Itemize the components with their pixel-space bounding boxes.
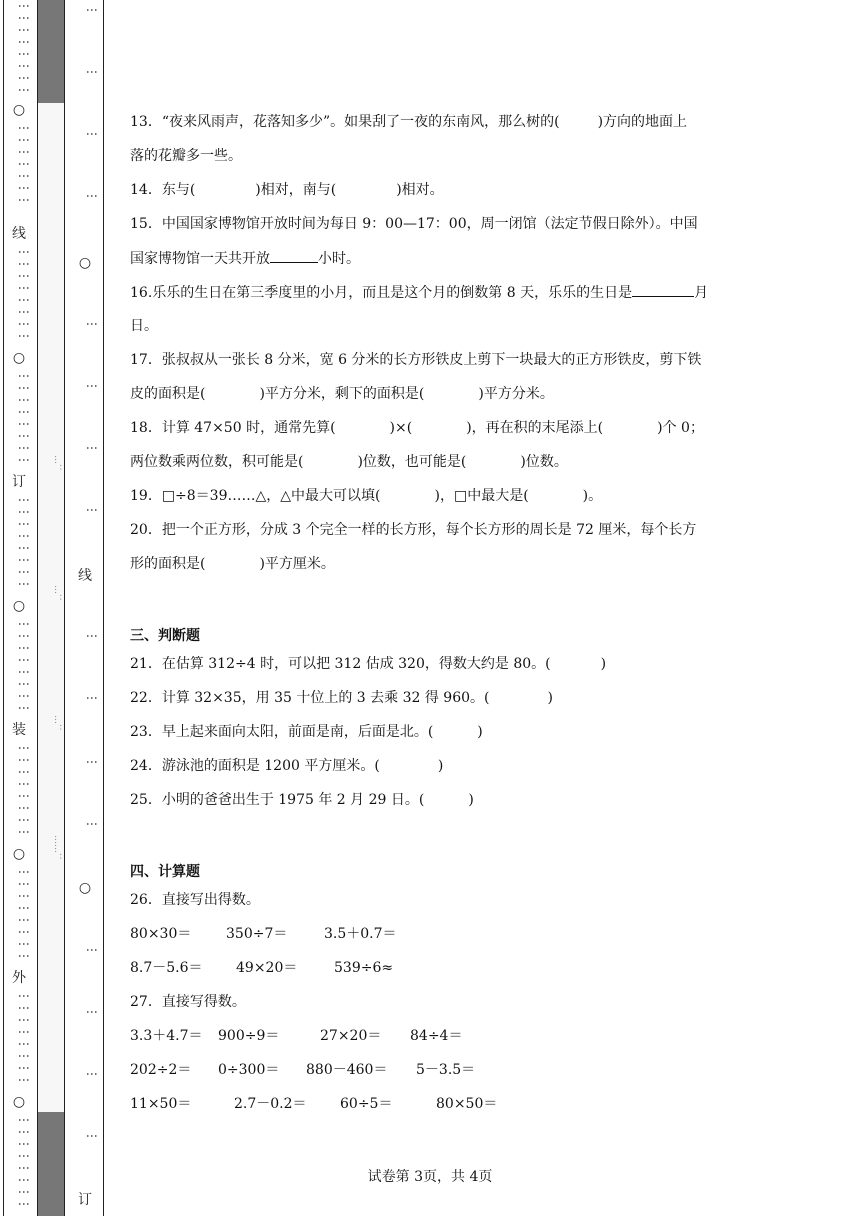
calc-item: 2.7－0.2＝ bbox=[234, 1096, 307, 1112]
circle-mark: ○ bbox=[12, 1094, 26, 1110]
question-24: 24．游泳池的面积是 1200 平方厘米。( ) bbox=[130, 758, 444, 774]
dots: ⋮ bbox=[85, 1006, 99, 1018]
info-strip bbox=[37, 0, 65, 1216]
circle-mark: ○ bbox=[12, 846, 26, 862]
calc-item: 80×50＝ bbox=[436, 1096, 498, 1112]
label-xian-inner: 线 bbox=[78, 568, 92, 584]
strip-dark-top bbox=[38, 0, 64, 103]
question-20-line1: 20．把一个正方形，分成 3 个完全一样的长方形，每个长方形的周长是 72 厘米，每个长方 bbox=[130, 522, 697, 538]
label-ding-inner: 订 bbox=[78, 1192, 92, 1208]
calc-item: 49×20＝ bbox=[236, 960, 298, 976]
dots: ⋮ bbox=[85, 190, 99, 202]
section-4-title: 四、计算题 bbox=[130, 864, 200, 880]
dots: ⋮⋮⋮⋮⋮⋮⋮⋮ bbox=[17, 246, 31, 342]
dots: ⋮ bbox=[85, 442, 99, 454]
calc-item: 202÷2＝ bbox=[130, 1062, 192, 1078]
dots: ⋮ bbox=[85, 380, 99, 392]
question-25: 25．小明的爸爸出生于 1975 年 2 月 29 日。( ) bbox=[130, 792, 474, 808]
question-13-line1: 13．“夜来风雨声，花落知多少”。如果刮了一夜的东南风，那么树的( )方向的地面上 bbox=[130, 114, 688, 130]
question-17-line1: 17．张叔叔从一张长 8 分米，宽 6 分米的长方形铁皮上剪下一块最大的正方形铁皮，剪下铁 bbox=[130, 352, 702, 368]
calc-item: 84÷4＝ bbox=[410, 1028, 463, 1044]
gray-dash: …： bbox=[52, 585, 62, 603]
circle-mark: ○ bbox=[12, 102, 26, 118]
question-23: 23．早上起来面向太阳，前面是南，后面是北。( ) bbox=[130, 724, 483, 740]
calc-item: 880－460＝ bbox=[306, 1062, 388, 1078]
dots: ⋮⋮⋮⋮⋮⋮⋮⋮ bbox=[17, 494, 31, 590]
calc-item: 11×50＝ bbox=[130, 1096, 192, 1112]
question-20-line2: 形的面积是( )平方厘米。 bbox=[130, 556, 335, 572]
gray-dash: …： bbox=[52, 715, 62, 733]
circle-mark: ○ bbox=[78, 880, 92, 896]
binding-margin bbox=[0, 0, 104, 1216]
dots: ⋮⋮⋮⋮⋮⋮⋮⋮ bbox=[17, 866, 31, 962]
dots: ⋮ bbox=[85, 630, 99, 642]
label-wai: 外 bbox=[12, 970, 26, 986]
dots: ⋮ bbox=[85, 692, 99, 704]
calc-item: 8.7－5.6＝ bbox=[130, 960, 203, 976]
gray-dash: ……： bbox=[52, 835, 62, 862]
dots: ⋮ bbox=[85, 4, 99, 16]
dots: ⋮ bbox=[85, 1068, 99, 1080]
dots: ⋮⋮⋮⋮⋮⋮⋮⋮ bbox=[17, 370, 31, 466]
dots: ⋮⋮⋮⋮⋮⋮⋮⋮ bbox=[17, 1114, 31, 1210]
label-xian: 线 bbox=[12, 226, 26, 242]
dots: ⋮⋮⋮⋮⋮⋮⋮⋮ bbox=[17, 618, 31, 714]
question-27-prompt: 27．直接写得数。 bbox=[130, 994, 246, 1010]
calc-item: 5－3.5＝ bbox=[416, 1062, 476, 1078]
calc-item: 900÷9＝ bbox=[218, 1028, 280, 1044]
circle-mark: ○ bbox=[12, 350, 26, 366]
circle-mark: ○ bbox=[12, 598, 26, 614]
calc-item: 80×30＝ bbox=[130, 926, 192, 942]
question-13-line2: 落的花瓣多一些。 bbox=[130, 148, 242, 164]
inner-border-line bbox=[103, 0, 104, 1216]
outer-cut-line bbox=[8, 0, 30, 1216]
calc-item: 3.3＋4.7＝ bbox=[130, 1028, 203, 1044]
gray-dash: …： bbox=[52, 455, 62, 473]
question-22: 22．计算 32×35，用 35 十位上的 3 去乘 32 得 960。( ) bbox=[130, 690, 553, 706]
circle-mark: ○ bbox=[78, 255, 92, 271]
strip-dark-bottom bbox=[38, 1112, 64, 1216]
dots: ⋮ bbox=[85, 1130, 99, 1142]
dots: ⋮⋮⋮⋮⋮⋮⋮⋮ bbox=[17, 0, 31, 96]
question-21: 21．在估算 312÷4 时，可以把 312 估成 320，得数大约是 80。( ) bbox=[130, 656, 607, 672]
dots: ⋮ bbox=[85, 504, 99, 516]
dots: ⋮ bbox=[85, 756, 99, 768]
question-18-line2: 两位数乘两位数，积可能是( )位数，也可能是( )位数。 bbox=[130, 454, 568, 470]
dots: ⋮⋮⋮⋮⋮⋮⋮ bbox=[17, 122, 31, 206]
calc-item: 0÷300＝ bbox=[218, 1062, 280, 1078]
question-19: 19．□÷8＝39……△，△中最大可以填( )，□中最大是( )。 bbox=[130, 488, 603, 504]
dots: ⋮⋮⋮⋮⋮⋮⋮⋮ bbox=[17, 990, 31, 1086]
dots: ⋮⋮⋮⋮⋮⋮⋮⋮ bbox=[17, 742, 31, 838]
answer-underline[interactable] bbox=[270, 248, 318, 263]
answer-underline[interactable] bbox=[632, 282, 694, 297]
question-15-line1: 15．中国国家博物馆开放时间为每日 9：00—17：00，周一闭馆（法定节假日除外）。中国 bbox=[130, 216, 698, 232]
question-26-prompt: 26．直接写出得数。 bbox=[130, 892, 260, 908]
section-3-title: 三、判断题 bbox=[130, 628, 200, 644]
inner-cut-line bbox=[72, 0, 98, 1216]
question-17-line2: 皮的面积是( )平方分米，剩下的面积是( )平方分米。 bbox=[130, 386, 554, 402]
page-footer: 试卷第 3页，共 4页 bbox=[367, 1169, 493, 1185]
dots: ⋮ bbox=[85, 944, 99, 956]
dots: ⋮ bbox=[85, 66, 99, 78]
question-15-line2: 国家博物馆一天共开放 小时。 bbox=[130, 248, 360, 269]
question-16-line1: 16.乐乐的生日在第三季度里的小月，而且是这个月的倒数第 8 天，乐乐的生日是 月 bbox=[130, 282, 708, 303]
outer-border-line bbox=[3, 0, 4, 1216]
dots: ⋮ bbox=[85, 318, 99, 330]
label-ding: 订 bbox=[12, 474, 26, 490]
dots: ⋮ bbox=[85, 128, 99, 140]
calc-item: 539÷6≈ bbox=[334, 960, 394, 976]
question-16-line2: 日。 bbox=[130, 318, 158, 334]
question-14: 14．东与( )相对，南与( )相对。 bbox=[130, 182, 444, 198]
calc-item: 27×20＝ bbox=[320, 1028, 382, 1044]
question-18-line1: 18．计算 47×50 时，通常先算( )×( )，再在积的末尾添上( )个 0； bbox=[130, 420, 704, 436]
dots: ⋮ bbox=[85, 818, 99, 830]
label-zhuang: 装 bbox=[12, 722, 26, 738]
calc-item: 60÷5＝ bbox=[340, 1096, 393, 1112]
calc-item: 3.5＋0.7＝ bbox=[324, 926, 397, 942]
calc-item: 350÷7＝ bbox=[226, 926, 288, 942]
